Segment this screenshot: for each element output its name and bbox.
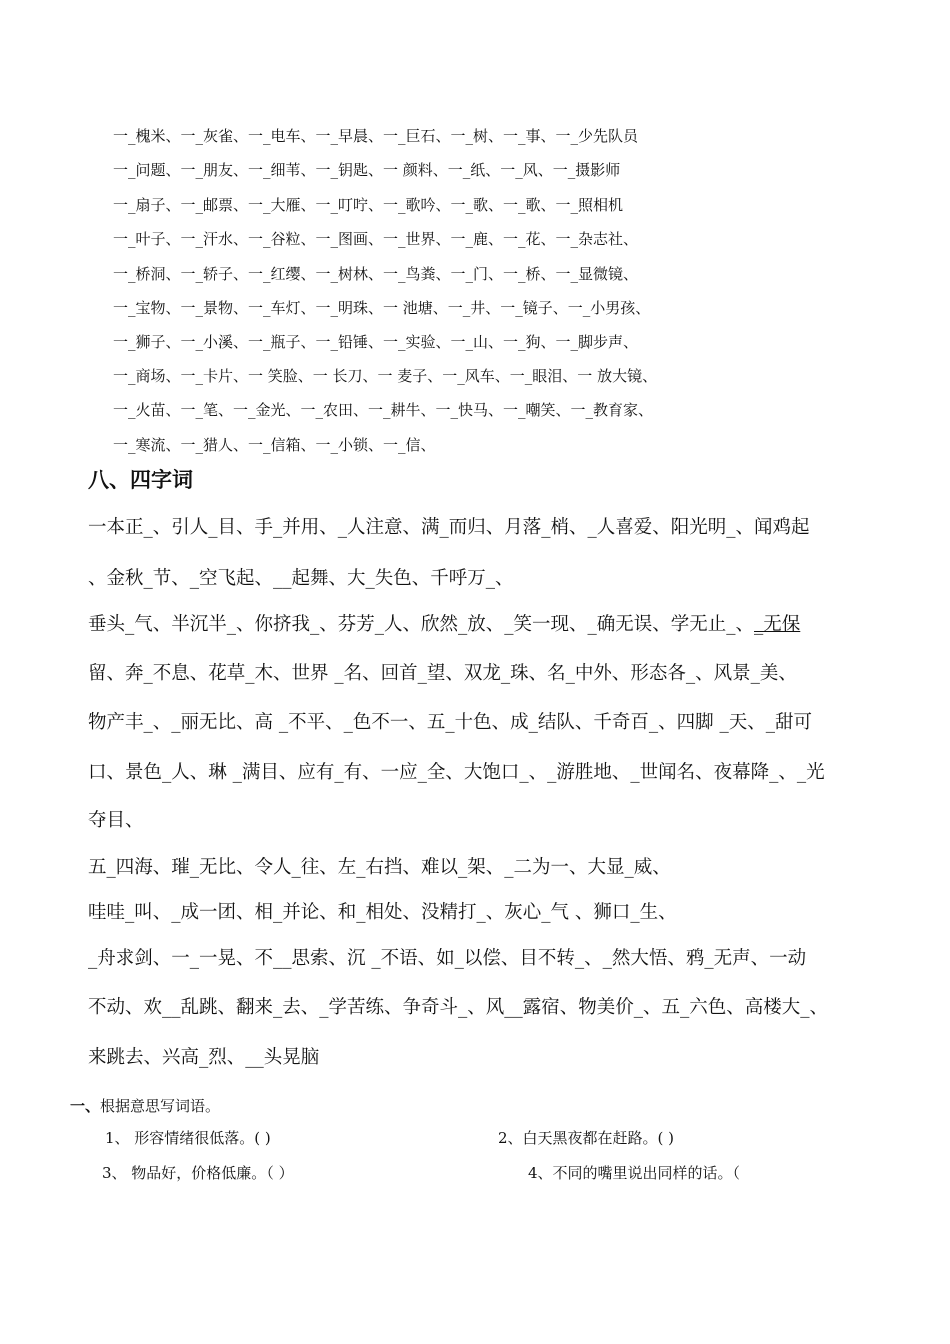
question-section-label: 根据意思写词语。 [100, 1097, 221, 1115]
four-char-line: 、金秋_节、_空飞起、__起舞、大_失色、千呼万_、 [88, 568, 514, 589]
measure-word-line: 一_火苗、一_笔、一_金光、一_农田、一_耕牛、一_快马、一_嘲笑、一_教育家、 [113, 401, 654, 419]
question-item: 4、不同的嘴里说出同样的话。（ [528, 1164, 741, 1182]
four-char-line: 一本正_、引人_目、手_并用、_人注意、满_而归、月落_梢、_人喜爱、阳光明_、闻鸡起 [88, 517, 810, 538]
four-char-line: 物产丰_、_丽无比、高 _不平、_色不一、五_十色、成_结队、千奇百_、四脚 _天、_甜可 [88, 712, 813, 733]
measure-word-line: 一_狮子、一_小溪、一_瓶子、一_铅锤、一_实验、一_山、一_狗、一_脚步声、 [113, 333, 639, 351]
four-char-line: 来跳去、兴高_烈、__头晃脑 [88, 1047, 320, 1068]
measure-word-line: 一_宝物、一_景物、一_车灯、一_明珠、一 池塘、一_井、一_镜子、一_小男孩、 [113, 299, 651, 317]
four-char-line: 口、景色_人、琳 _满目、应有_有、一应_全、大饱口_、_游胜地、_世闻名、夜幕降_、_光 [88, 762, 825, 783]
question-section-number: 一、 [70, 1097, 101, 1115]
question-section-title [70, 1096, 220, 1116]
measure-word-line: 一_叶子、一_汗水、一_谷粒、一_图画、一_世界、一_鹿、一_花、一_杂志社、 [113, 230, 639, 248]
measure-word-line: 一_问题、一_朋友、一_细苇、一_钥匙、一 颜料、一_纸、一_风、一_摄影师 [113, 161, 621, 179]
four-char-line: 留、奔_不息、花草_木、世界 _名、回首_望、双龙_珠、名_中外、形态各_、风景_美、 [88, 663, 797, 684]
four-char-line [88, 612, 800, 638]
four-char-line: 五_四海、璀_无比、令人_往、左_右挡、难以_架、_二为一、大显_威、 [88, 857, 671, 878]
question-item: 3、 物品好，价格低廉。（ ） [102, 1164, 294, 1182]
four-char-line: 夺目、 [88, 810, 144, 831]
measure-word-line: 一_槐米、一_灰雀、一_电车、一_早晨、一_巨石、一_树、一_事、一_少先队员 [113, 127, 639, 145]
section-title: 八、四字词 [88, 468, 193, 492]
measure-word-line: 一_寒流、一_猎人、一_信箱、一_小锁、一_信、 [113, 436, 436, 454]
four-char-line: 哇哇_叫、_成一团、相_并论、和_相处、没精打_、灰心_气 、狮口_生、 [88, 902, 677, 923]
four-char-line: _舟求剑、一_一晃、不__思索、沉 _不语、如_以偿、目不转_、_然大悟、鸦_无声、一动 [88, 948, 807, 969]
measure-word-line: 一_桥洞、一_轿子、一_红缨、一_树林、一_鸟粪、一_门、一_桥、一_显微镜、 [113, 265, 639, 283]
underlined-text: _无保 [754, 614, 801, 635]
four-char-line-text: 垂头_气、半沉半_、你挤我_、芬芳_人、欣然_放、_笑一现、_确无误、学无止_、 [88, 614, 755, 635]
question-item: 2、白天黑夜都在赶路。( ) [498, 1129, 675, 1147]
measure-word-line: 一_商场、一_卡片、一 笑脸、一 长刀、一 麦子、一_风车、一_眼泪、一 放大镜、 [113, 367, 658, 385]
measure-word-line: 一_扇子、一_邮票、一_大雁、一_叮咛、一_歌吟、一_歌、一_歌、一_照相机 [113, 196, 624, 214]
question-item: 1、 形容情绪很低落。( ) [105, 1129, 271, 1147]
four-char-line: 不动、欢__乱跳、翻来_去、_学苦练、争奇斗_、风__露宿、物美价_、五_六色、高楼大_、 [88, 997, 829, 1018]
